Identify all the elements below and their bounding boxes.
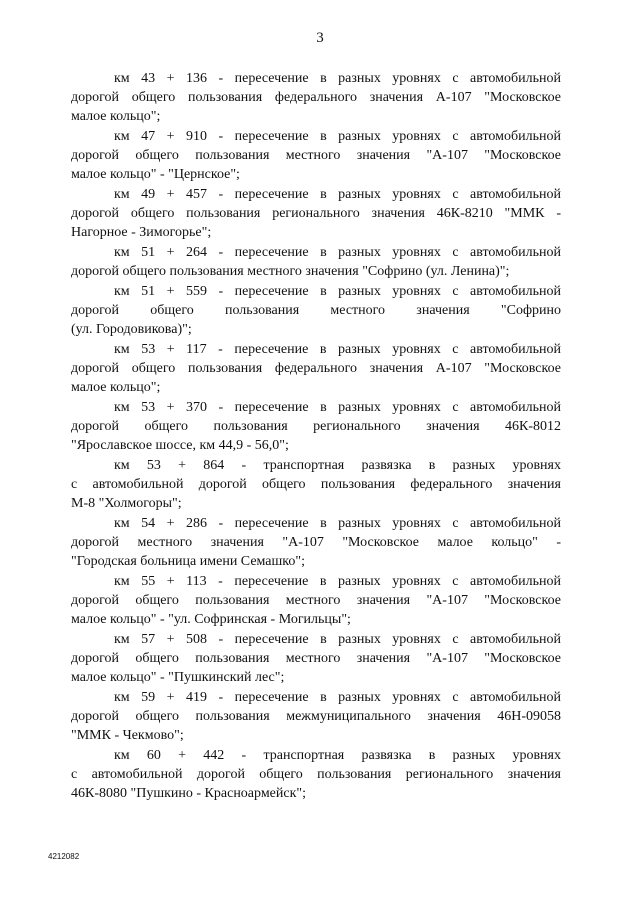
list-item: [71, 282, 561, 340]
list-item: [71, 572, 561, 630]
paragraph-line: км 53 + 117 - пересечение в разных уровнях с автомобильной: [114, 342, 561, 357]
paragraph-line: км 51 + 559 - пересечение в разных уровнях с автомобильной: [114, 284, 561, 299]
paragraph-line: (ул. Городовикова)";: [71, 322, 192, 337]
paragraph-line: дорогой местного значения "А-107 "Московское малое кольцо" -: [71, 535, 561, 550]
paragraph-line: дорогой общего пользования регионального значения 46К-8210 "ММК -: [71, 206, 561, 221]
paragraph-line: км 43 + 136 - пересечение в разных уровнях с автомобильной: [114, 71, 561, 86]
paragraph-line: дорогой общего пользования федерального значения А-107 "Московское: [71, 90, 561, 105]
paragraph-line: малое кольцо";: [71, 109, 161, 124]
list-item: [71, 630, 561, 688]
list-item: [71, 746, 561, 804]
paragraph-line: км 57 + 508 - пересечение в разных уровнях с автомобильной: [114, 632, 561, 647]
list-item: [71, 398, 561, 456]
paragraph-line: дорогой общего пользования местного значения "Софрино (ул. Ленина)";: [71, 264, 510, 279]
list-item: [71, 514, 561, 572]
paragraph-line: дорогой общего пользования межмуниципального значения 46Н-09058: [71, 709, 561, 724]
paragraph-line: малое кольцо" - "ул. Софринская - Могильцы";: [71, 612, 351, 627]
paragraph-line: дорогой общего пользования местного значения "Софрино: [71, 303, 561, 318]
paragraph-line: км 54 + 286 - пересечение в разных уровнях с автомобильной: [114, 516, 561, 531]
paragraph-line: с автомобильной дорогой общего пользования регионального значения: [71, 767, 561, 782]
page-number: 3: [316, 30, 324, 46]
paragraph-line: дорогой общего пользования местного значения "А-107 "Московское: [71, 148, 561, 163]
paragraph-line: малое кольцо" - "Пушкинский лес";: [71, 670, 285, 685]
paragraph-line: дорогой общего пользования федерального значения А-107 "Московское: [71, 361, 561, 376]
paragraph-line: км 53 + 370 - пересечение в разных уровнях с автомобильной: [114, 400, 561, 415]
paragraph-line: М-8 "Холмогоры";: [71, 496, 182, 511]
list-item: [71, 127, 561, 185]
paragraph-line: "ММК - Чекмово";: [71, 728, 184, 743]
paragraph-line: км 49 + 457 - пересечение в разных уровнях с автомобильной: [114, 187, 561, 202]
paragraph-line: малое кольцо" - "Цернское";: [71, 167, 240, 182]
document-code: 4212082: [48, 852, 80, 861]
paragraph-line: с автомобильной дорогой общего пользования федерального значения: [71, 477, 561, 492]
list-item: [71, 243, 561, 282]
list-item: [71, 185, 561, 243]
paragraph-line: "Городская больница имени Семашко";: [71, 554, 305, 569]
paragraph-line: малое кольцо";: [71, 380, 161, 395]
paragraph-line: км 47 + 910 - пересечение в разных уровнях с автомобильной: [114, 129, 561, 144]
paragraph-line: дорогой общего пользования местного значения "А-107 "Московское: [71, 651, 561, 666]
paragraph-line: "Ярославское шоссе, км 44,9 - 56,0";: [71, 438, 289, 453]
paragraph-line: дорогой общего пользования регионального значения 46К-8012: [71, 419, 561, 434]
paragraph-line: Нагорное - Зимогорье";: [71, 225, 212, 240]
paragraph-line: км 55 + 113 - пересечение в разных уровнях с автомобильной: [114, 574, 561, 589]
paragraph-line: дорогой общего пользования местного значения "А-107 "Московское: [71, 593, 561, 608]
list-item: [71, 69, 561, 127]
paragraph-line: км 53 + 864 - транспортная развязка в разных уровнях: [114, 458, 561, 473]
paragraph-line: км 59 + 419 - пересечение в разных уровнях с автомобильной: [114, 690, 561, 705]
paragraph-line: км 60 + 442 - транспортная развязка в разных уровнях: [114, 748, 561, 763]
document-body: [71, 69, 561, 804]
paragraph-line: 46К-8080 "Пушкино - Красноармейск";: [71, 786, 306, 801]
list-item: [71, 456, 561, 514]
list-item: [71, 340, 561, 398]
list-item: [71, 688, 561, 746]
paragraph-line: км 51 + 264 - пересечение в разных уровнях с автомобильной: [114, 245, 561, 260]
